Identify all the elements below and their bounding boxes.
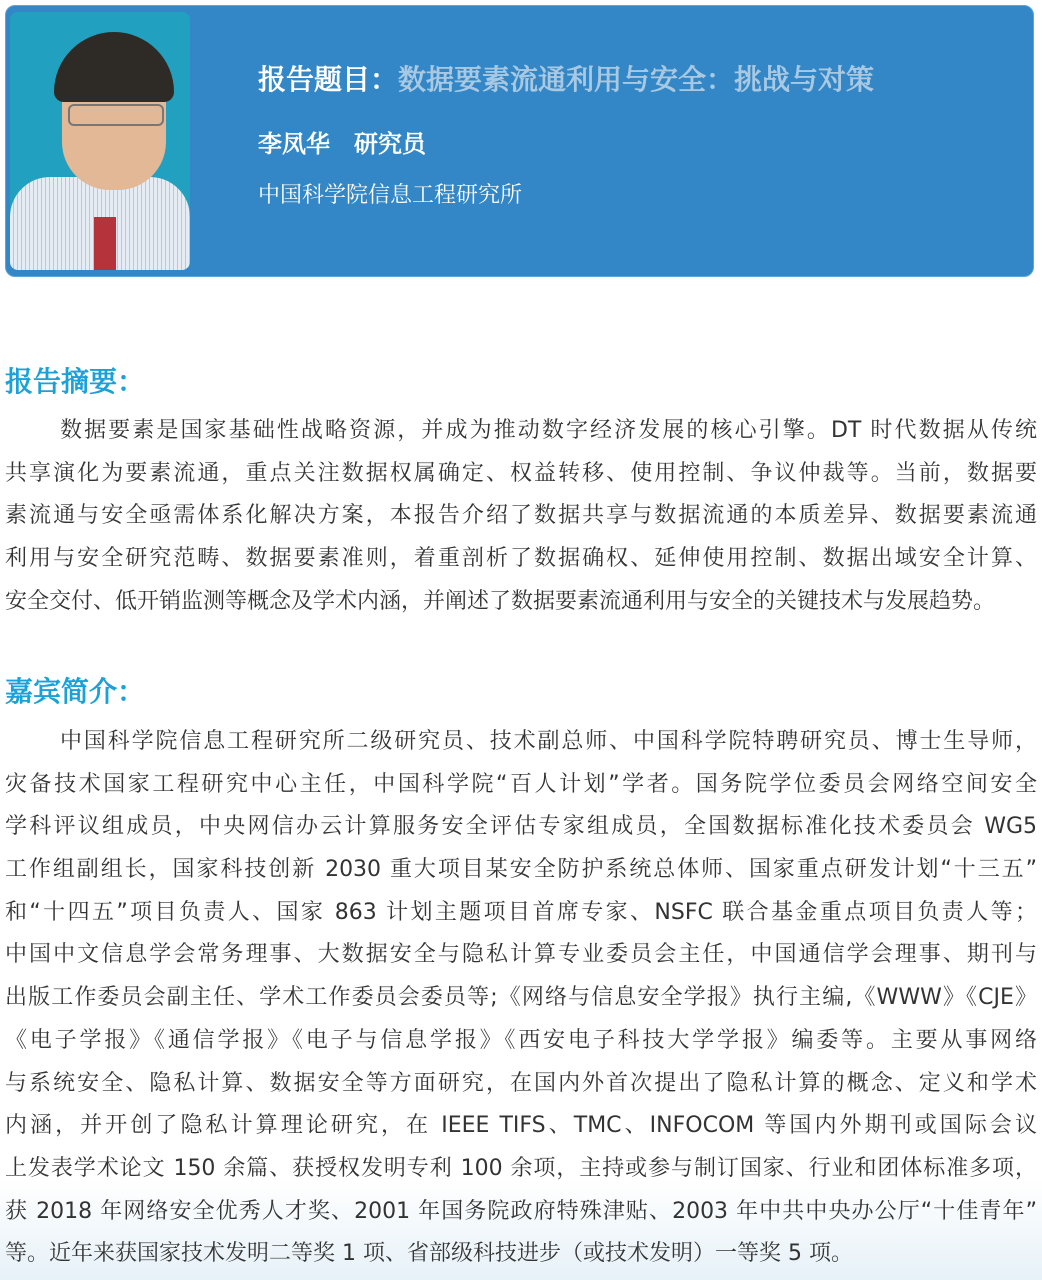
bio-body	[5, 721, 1037, 1276]
speaker-position: 研究员	[354, 130, 426, 158]
abstract-line: 利用与安全研究范畴、数据要素准则，着重剖析了数据确权、延伸使用控制、数据出域安全计算、	[5, 546, 1037, 572]
photo-glasses	[68, 104, 164, 126]
bio-line: 学科评议组成员，中央网信办云计算服务安全评估专家组成员，全国数据标准化技术委员会 WG5	[5, 814, 1037, 840]
speaker-affiliation: 中国科学院信息工程研究所	[258, 183, 523, 208]
speaker-name: 李凤华	[258, 130, 330, 158]
bio-heading: 嘉宾简介：	[5, 675, 146, 708]
bio-line: 内涵，并开创了隐私计算理论研究，在 IEEE TIFS、TMC、INFOCOM 等国内外期刊或国际会议	[5, 1113, 1037, 1139]
abstract-line: 安全交付、低开销监测等概念及学术内涵，并阐述了数据要素流通利用与安全的关键技术与发展趋势。	[5, 588, 996, 614]
bio-line: 中国中文信息学会常务理事、大数据安全与隐私计算专业委员会主任，中国通信学会理事、期刊与	[5, 942, 1037, 968]
report-title-label: 报告题目：	[258, 63, 399, 96]
report-title	[258, 58, 874, 98]
bio-line: 灾备技术国家工程研究中心主任，中国科学院“百人计划”学者。国务院学位委员会网络空间安全	[5, 771, 1037, 797]
abstract-line: 共享演化为要素流通，重点关注数据权属确定、权益转移、使用控制、争议仲裁等。当前，数据要	[5, 460, 1037, 486]
bio-line: 和“十四五”项目负责人、国家 863 计划主题项目首席专家、NSFC 联合基金重点项目负责人等；	[5, 899, 1037, 925]
abstract-line: 数据要素是国家基础性战略资源，并成为推动数字经济发展的核心引擎。DT 时代数据从传统	[60, 418, 1037, 443]
photo-hair	[54, 32, 174, 102]
report-title-text: 数据要素流通利用与安全：挑战与对策	[398, 63, 875, 96]
bio-line: 等。近年来获国家技术发明二等奖 1 项、省部级科技进步（或技术发明）一等奖 5 项。	[5, 1241, 853, 1267]
bio-line: 上发表学术论文 150 余篇、获授权发明专利 100 余项，主持或参与制订国家、行业和团体标准多项，	[5, 1155, 1037, 1181]
bio-line: 工作组副组长，国家科技创新 2030 重大项目某安全防护系统总体师、国家重点研发计划“十三五”	[5, 857, 1037, 883]
speaker-line	[258, 124, 426, 159]
bio-line: 中国科学院信息工程研究所二级研究员、技术副总师、中国科学院特聘研究员、博士生导师，	[60, 729, 1037, 754]
bio-line: 获 2018 年网络安全优秀人才奖、2001 年国务院政府特殊津贴、2003 年中共中央办公厅“十佳青年”	[5, 1198, 1037, 1224]
bio-line: 《电子学报》《通信学报》《电子与信息学报》《西安电子科技大学学报》编委等。主要从事网络	[5, 1027, 1037, 1053]
speaker-photo	[10, 12, 190, 270]
bio-line: 与系统安全、隐私计算、数据安全等方面研究，在国内外首次提出了隐私计算的概念、定义和学术	[5, 1070, 1037, 1096]
abstract-body	[5, 410, 1037, 623]
abstract-line: 素流通与安全亟需体系化解决方案，本报告介绍了数据共享与数据流通的本质差异、数据要素流通	[5, 503, 1037, 529]
photo-tie	[94, 217, 116, 270]
bio-line: 出版工作委员会副主任、学术工作委员会委员等;《网络与信息安全学报》执行主编,《WWW》《CJE》	[5, 985, 1037, 1011]
abstract-heading: 报告摘要：	[5, 365, 146, 398]
